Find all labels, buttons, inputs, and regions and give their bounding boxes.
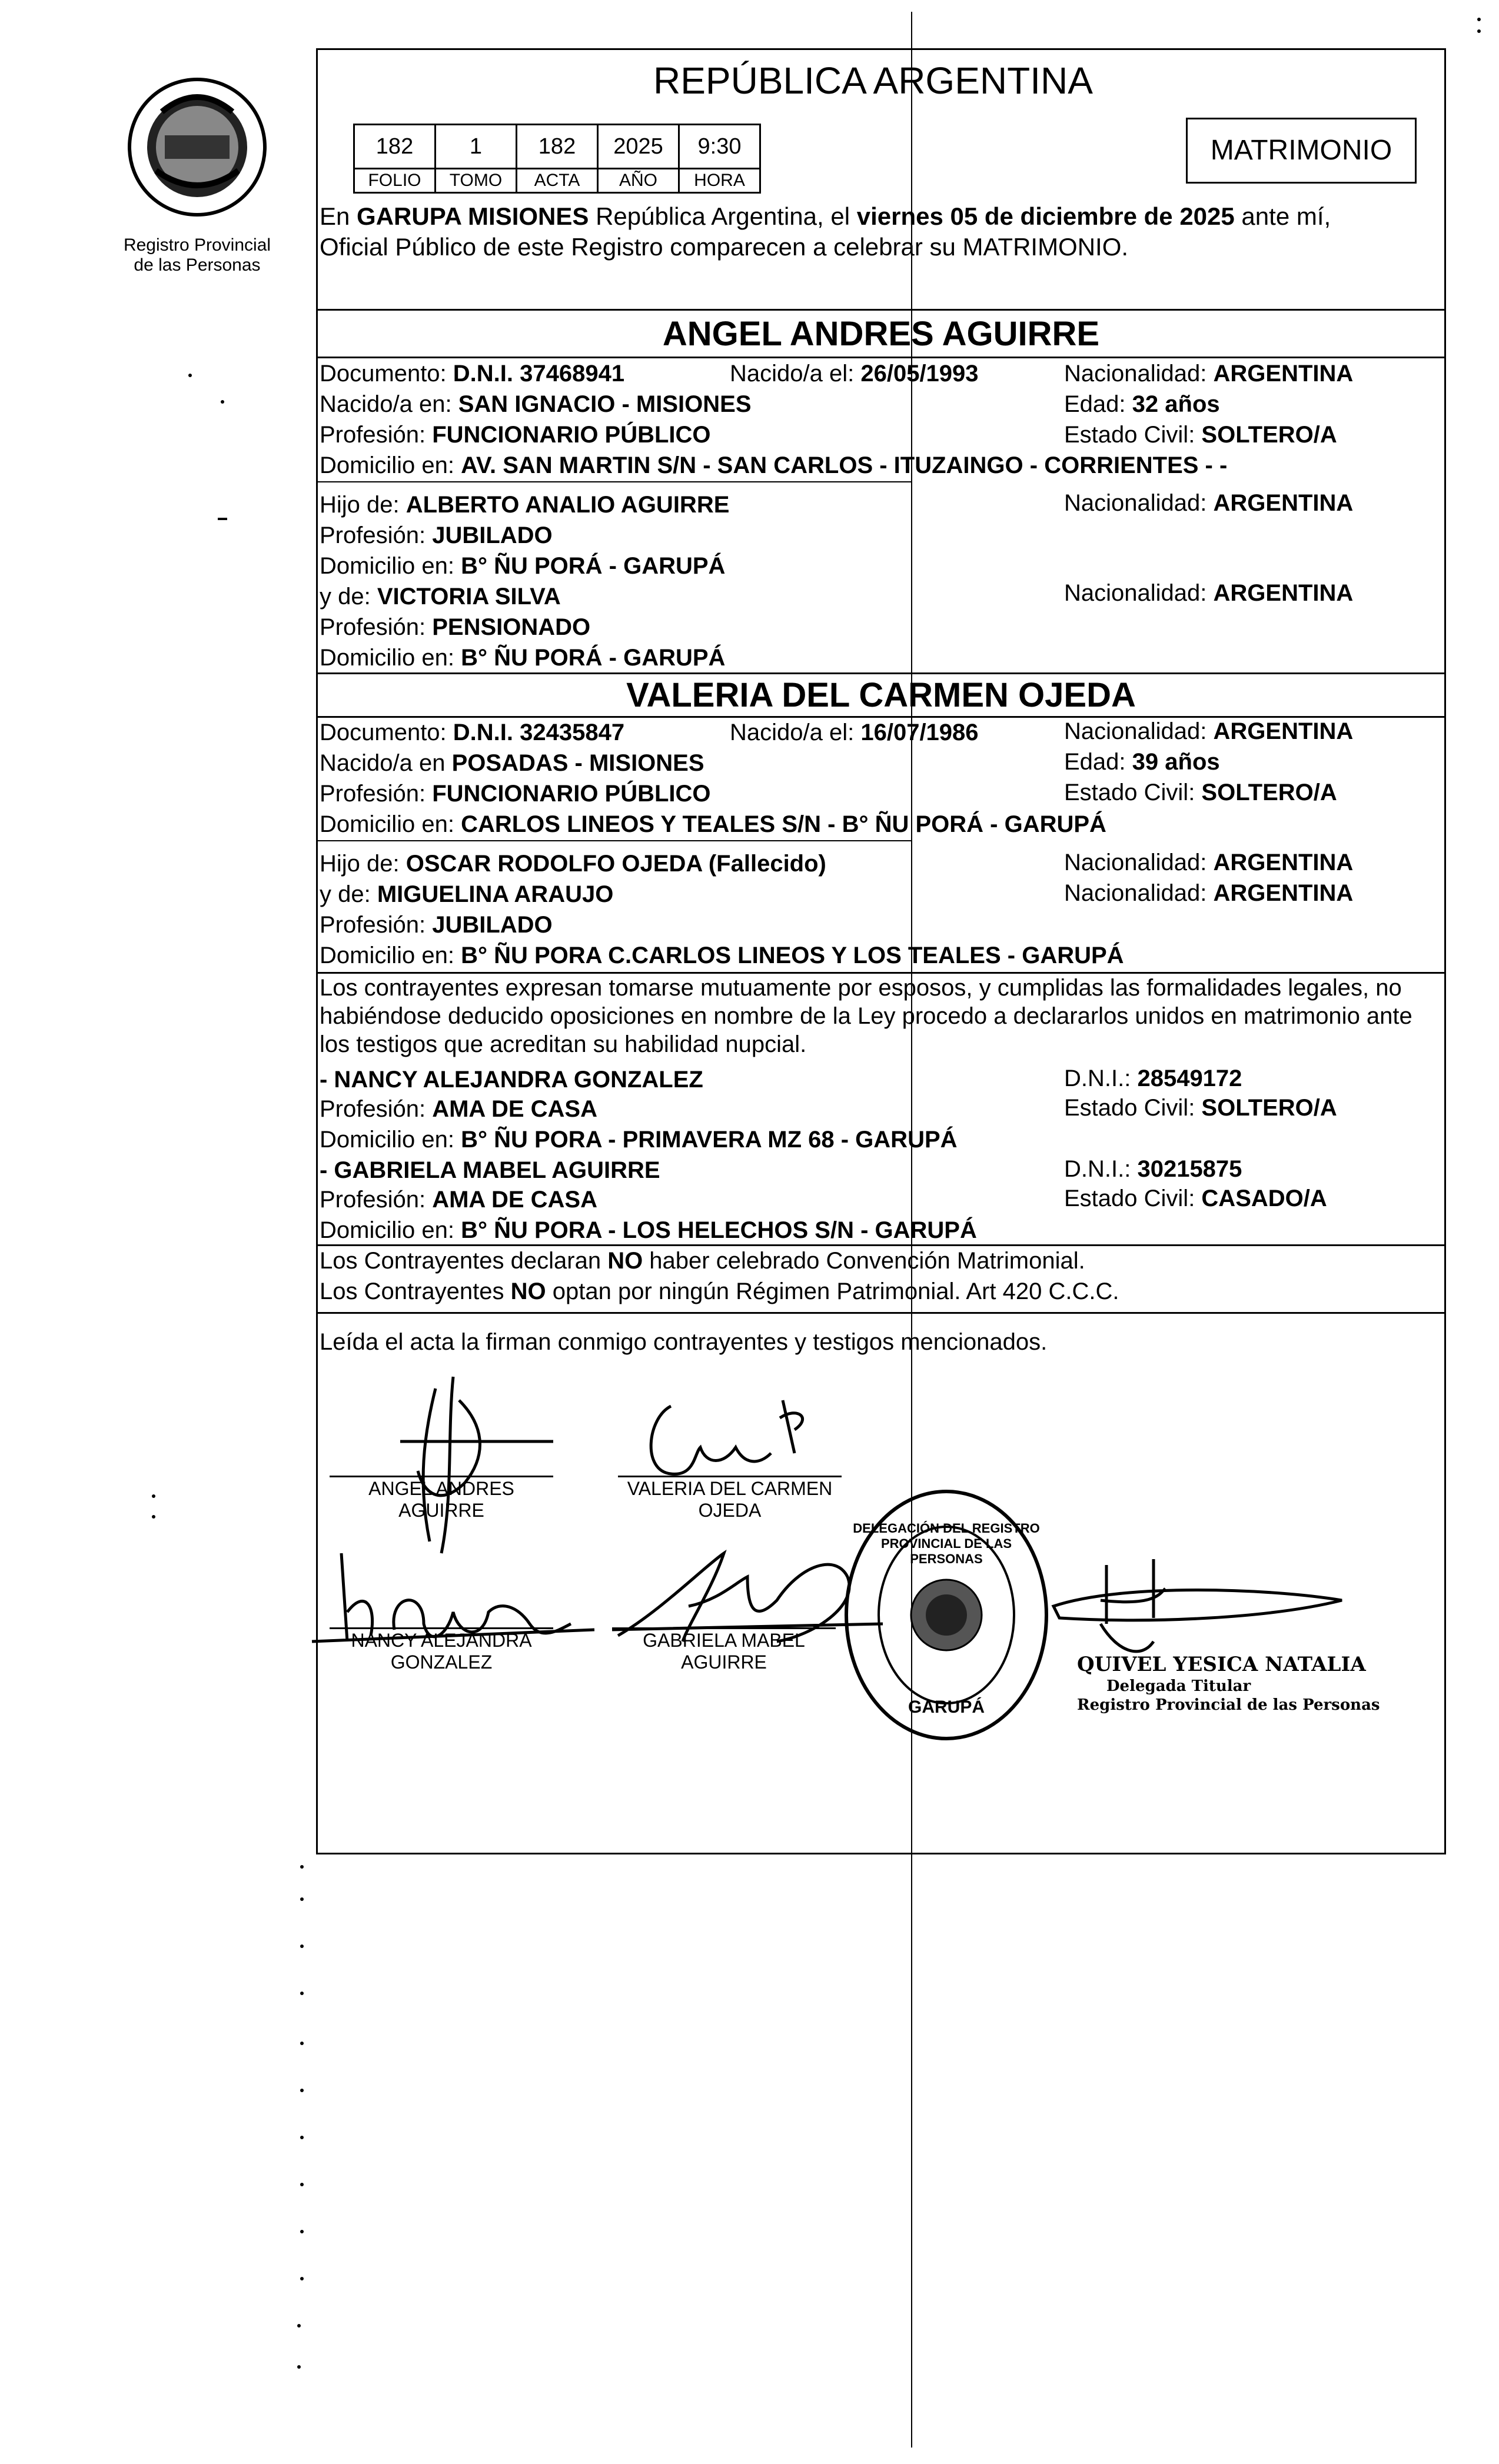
scan-dot [300,2183,304,2186]
witness-1-dni: D.N.I.: 28549172 [1064,1065,1242,1091]
bride-signature-icon [636,1383,847,1483]
ref-label: ACTA [517,169,598,193]
official-block [1077,1652,1380,1714]
witness-1-profession: Profesión: AMA DE CASA [320,1096,597,1122]
divider [316,972,1446,974]
scan-dash [218,518,227,520]
ref-label: HORA [679,169,760,193]
registry-caption [100,235,294,275]
intro-line-1 [320,203,1331,230]
witness-1-domicile: Domicilio en: B° ÑU PORA - PRIMAVERA MZ 68 - GARUPÁ [320,1127,958,1153]
scan-dot [221,400,224,404]
witness-2-dni: D.N.I.: 30215875 [1064,1156,1242,1182]
divider [316,357,1446,358]
divider [316,309,1446,311]
official-role: Delegada Titular [1106,1677,1251,1695]
groom-document: Documento: D.N.I. 37468941 [320,361,625,387]
signature-line [612,1627,836,1629]
bride-nationality: Nacionalidad: ARGENTINA [1064,718,1354,744]
bride-signature-caption: VALERIA DEL CARMEN OJEDA [627,1478,833,1521]
bride-document: Documento: D.N.I. 32435847 [320,720,625,745]
witness-2-domicile: Domicilio en: B° ÑU PORA - LOS HELECHOS S/N - GARUPÁ [320,1217,977,1243]
groom-born-in: Nacido/a en: SAN IGNACIO - MISIONES [320,391,752,417]
scan-dot [300,1944,304,1948]
groom-mother-profession: Profesión: PENSIONADO [320,614,591,640]
act-type-box [1186,118,1417,184]
signature-line [330,1476,553,1477]
misiones-seal-icon [121,71,274,224]
groom-signature-caption: ANGEL ANDRES AGUIRRE [368,1478,514,1521]
official-office: Registro Provincial de las Personas [1077,1696,1380,1714]
bride-father: Hijo de: OSCAR RODOLFO OJEDA (Fallecido) [320,851,826,877]
groom-domicile: Domicilio en: AV. SAN MARTIN S/N - SAN CARLOS - ITUZAINGO - CORRIENTES - - [320,452,1228,478]
intro-text: En [320,202,357,230]
groom-signature-icon [365,1365,577,1565]
scan-dot [188,374,192,377]
scan-dot [300,2277,304,2280]
convention-line-1: Los Contrayentes declaran NO haber celebrado Convención Matrimonial. [320,1248,1085,1274]
ref-folio: 182 [354,125,436,169]
reference-table [353,124,761,194]
declaration-line: Los contrayentes expresan tomarse mutuamente por esposos, y cumplidas las formalidades legales, no [320,975,1402,1001]
groom-born-date: Nacido/a el: 26/05/1993 [730,361,979,387]
marriage-place: GARUPA MISIONES [357,202,589,230]
groom-mother-nationality: Nacionalidad: ARGENTINA [1064,580,1354,606]
declaration-line: los testigos que acreditan su habilidad nupcial. [320,1031,807,1057]
groom-civil-status: Estado Civil: SOLTERO/A [1064,422,1337,448]
signature-line [330,1627,553,1629]
registry-caption-line: Registro Provincial [123,235,271,255]
divider [316,672,1446,674]
ref-label: FOLIO [354,169,436,193]
registry-caption-line: de las Personas [134,255,261,275]
groom-age: Edad: 32 años [1064,391,1220,417]
scan-dot [300,1897,304,1901]
ref-hora: 9:30 [679,125,760,169]
groom-nationality: Nacionalidad: ARGENTINA [1064,361,1354,387]
scan-dot [300,1865,304,1869]
witness-2-name: - GABRIELA MABEL AGUIRRE [320,1157,660,1183]
closing-statement: Leída el acta la firman conmigo contrayentes y testigos mencionados. [320,1329,1048,1355]
witness-1-name: - NANCY ALEJANDRA GONZALEZ [320,1067,703,1093]
groom-mother: y de: VICTORIA SILVA [320,584,561,610]
witness-1-civil-status: Estado Civil: SOLTERO/A [1064,1095,1337,1121]
bride-born-date: Nacido/a el: 16/07/1986 [730,720,979,745]
divider [316,1244,1446,1246]
bride-civil-status: Estado Civil: SOLTERO/A [1064,780,1337,805]
marriage-date: viernes 05 de diciembre de 2025 [856,202,1235,230]
bride-age: Edad: 39 años [1064,749,1220,775]
stamp-ring-text: DELEGACIÓN DEL REGISTRO PROVINCIAL DE LAS PERSONAS [853,1521,1040,1566]
declaration-line: habiéndose deducido oposiciones en nombre de la Ley procedo a declararlos unidos en matrimonio ante [320,1003,1412,1029]
groom-father-profession: Profesión: JUBILADO [320,522,553,548]
scan-dot [300,2230,304,2233]
ref-label: AÑO [598,169,679,193]
scan-dot [300,2089,304,2092]
groom-father-nationality: Nacionalidad: ARGENTINA [1064,490,1354,516]
intro-line-2: Oficial Público de este Registro comparecen a celebrar su MATRIMONIO. [320,233,1129,261]
groom-father-domicile: Domicilio en: B° ÑU PORÁ - GARUPÁ [320,553,726,579]
official-name: QUIVEL YESICA NATALIA [1077,1653,1366,1676]
groom-profession: Profesión: FUNCIONARIO PÚBLICO [320,422,711,448]
signature-line [618,1476,842,1477]
groom-mother-domicile: Domicilio en: B° ÑU PORÁ - GARUPÁ [320,645,726,671]
bride-name: VALERIA DEL CARMEN OJEDA [626,676,1136,714]
stamp-bottom-text: GARUPÁ [908,1697,985,1717]
intro-text: República Argentina, el [589,202,857,230]
witness-1-signature-caption: NANCY ALEJANDRA GONZALEZ [351,1630,532,1673]
delegation-stamp [840,1486,1052,1744]
bride-parents-domicile: Domicilio en: B° ÑU PORA C.CARLOS LINEOS Y LOS TEALES - GARUPÁ [320,943,1124,968]
witness-2-civil-status: Estado Civil: CASADO/A [1064,1186,1327,1211]
ref-anio: 2025 [598,125,679,169]
scan-dot [300,2042,304,2045]
scan-dot [297,2365,301,2369]
bride-profession: Profesión: FUNCIONARIO PÚBLICO [320,781,711,807]
scan-dot [152,1494,155,1498]
scan-dot [300,1992,304,1995]
bride-parents-profession: Profesión: JUBILADO [320,912,553,938]
groom-father: Hijo de: ALBERTO ANALIO AGUIRRE [320,492,730,518]
bride-born-in: Nacido/a en POSADAS - MISIONES [320,750,704,776]
divider [316,1312,1446,1314]
scan-dot [1477,18,1481,21]
ref-tomo: 1 [436,125,517,169]
act-type: MATRIMONIO [1210,135,1392,166]
scan-dot [152,1515,155,1519]
witness-2-profession: Profesión: AMA DE CASA [320,1187,597,1213]
witness-2-signature-caption: GABRIELA MABEL AGUIRRE [643,1630,805,1673]
divider [316,481,912,482]
divider [316,840,912,841]
country-title: REPÚBLICA ARGENTINA [653,59,1093,102]
registry-logo [121,71,274,224]
ref-acta: 182 [517,125,598,169]
ref-label: TOMO [436,169,517,193]
scan-dot [300,2136,304,2139]
convention-line-2: Los Contrayentes NO optan por ningún Régimen Patrimonial. Art 420 C.C.C. [320,1278,1119,1304]
groom-name: ANGEL ANDRES AGUIRRE [662,315,1100,353]
bride-domicile: Domicilio en: CARLOS LINEOS Y TEALES S/N - B° ÑU PORÁ - GARUPÁ [320,811,1106,837]
scan-dot [297,2324,301,2328]
bride-father-nationality: Nacionalidad: ARGENTINA [1064,850,1354,875]
scan-dot [1477,29,1481,33]
bride-mother-nationality: Nacionalidad: ARGENTINA [1064,880,1354,906]
intro-text: ante mí, [1234,202,1331,230]
bride-mother: y de: MIGUELINA ARAUJO [320,881,614,907]
